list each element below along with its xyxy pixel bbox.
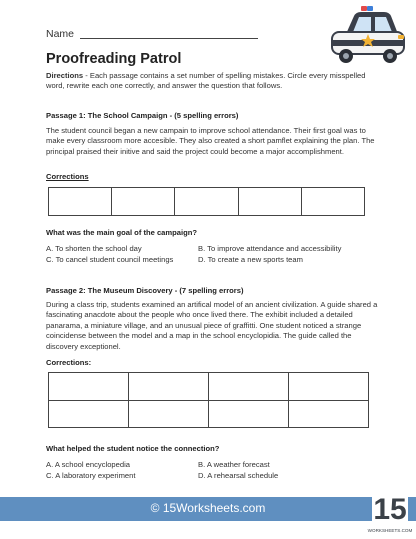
correction-box[interactable] — [209, 401, 289, 429]
directions-text: - Each passage contains a set number of spelling mistakes. Circle every misspelled word, rewrite each one correctly, and answer the question that follows. — [46, 71, 366, 90]
option-d: D. To create a new sports team — [198, 254, 303, 264]
police-car-icon — [326, 4, 408, 70]
logo-number: 15 — [373, 493, 407, 526]
directions — [46, 71, 386, 91]
correction-box[interactable] — [49, 188, 112, 216]
correction-box[interactable] — [289, 401, 369, 429]
footer-copyright[interactable]: © 15Worksheets.com — [150, 501, 266, 515]
passage1-options — [46, 244, 386, 265]
name-line — [80, 38, 258, 39]
correction-box[interactable] — [289, 373, 369, 401]
correction-box[interactable] — [112, 188, 175, 216]
passage2-corrections-label: Corrections: — [46, 358, 92, 367]
logo-caption: WORKSHEETS.COM — [367, 528, 413, 533]
correction-box[interactable] — [49, 401, 129, 429]
correction-box[interactable] — [239, 188, 302, 216]
option-b: B. To improve attendance and accessibility — [198, 244, 342, 253]
name-label: Name — [46, 28, 75, 40]
option-c: C. To cancel student council meetings — [46, 254, 174, 264]
option-a: A. To shorten the school day — [46, 244, 142, 253]
correction-box[interactable] — [49, 373, 129, 401]
correction-box[interactable] — [175, 188, 238, 216]
passage2-corrections-grid[interactable] — [48, 372, 369, 428]
passage1-corrections-label: Corrections — [46, 172, 89, 181]
passage2-title: Passage 2: The Museum Discovery - (7 spelling errors) — [46, 286, 244, 295]
correction-box[interactable] — [302, 188, 365, 216]
option-b: B. A weather forecast — [198, 460, 270, 469]
15-worksheets-logo-icon — [367, 486, 413, 536]
passage2-options — [46, 460, 346, 481]
passage1-question: What was the main goal of the campaign? — [46, 228, 198, 237]
name-field — [46, 28, 258, 40]
option-d: D. A rehearsal schedule — [198, 470, 279, 480]
directions-lead: Directions — [46, 71, 84, 80]
option-a: A. A school encyclopedia — [46, 460, 131, 469]
correction-box[interactable] — [209, 373, 289, 401]
passage2-text: During a class trip, students examined an artifical model of an ancient civilization. A guide shared a fascinating anacdote about the people who once lived there. The exhibit included a detailed panarama, a miniature village, and an unusual piece of graffitti. One student noticed a strange coincidense between the model and a map in the school encyclopidia. The guide called the discovery exceptionel. — [46, 300, 378, 351]
passage1-text: The student council began a new campain to improve school attendance. Their first goal was to make every classroom more accesible. They also created a short pamflet explaining the plan. The principal praised their initive and said the project could become a major accomplishment. — [46, 126, 375, 156]
correction-box[interactable] — [129, 373, 209, 401]
passage2-question: What helped the student notice the connection? — [46, 444, 220, 453]
passage1-title: Passage 1: The School Campaign - (5 spelling errors) — [46, 111, 239, 120]
worksheet-title: Proofreading Patrol — [46, 51, 182, 67]
option-c: C. A laboratory experiment — [46, 470, 136, 480]
correction-box[interactable] — [129, 401, 209, 429]
passage1-corrections-grid[interactable] — [48, 187, 365, 216]
